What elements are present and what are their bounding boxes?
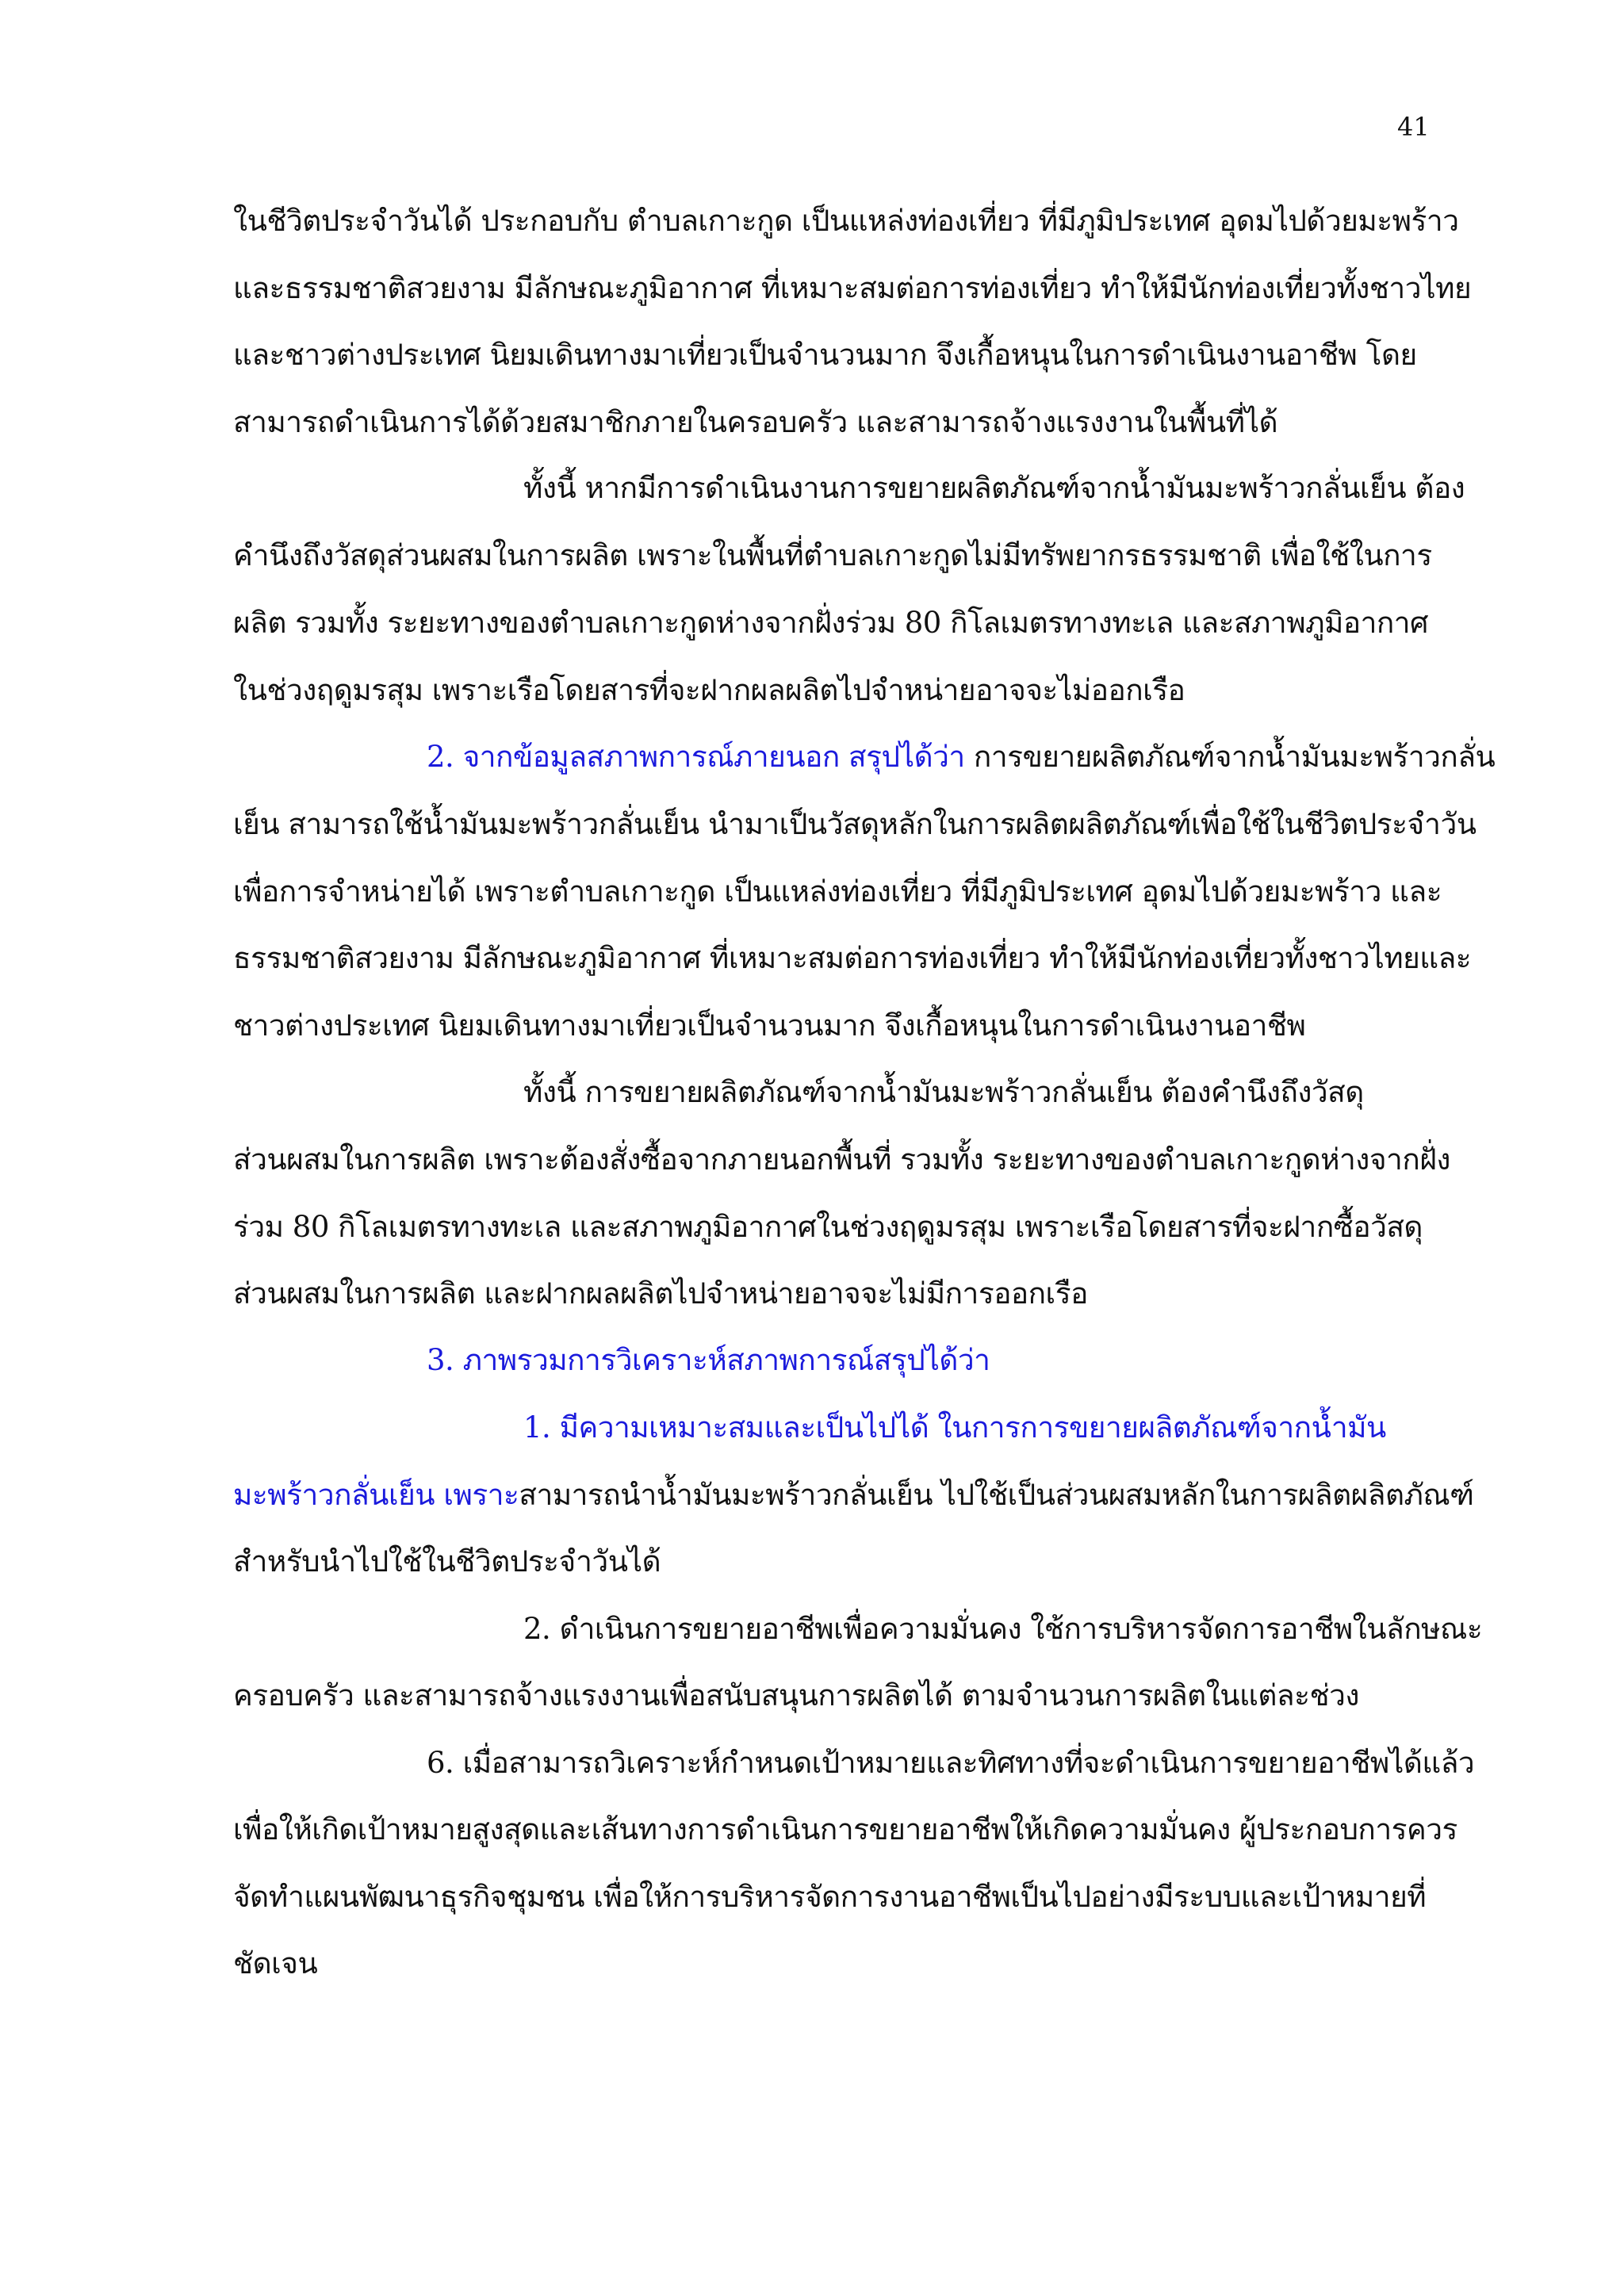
highlight-text: 3. ภาพรวมการวิเคราะห์สภาพการณ์สรุปได้ว่า [427,1343,990,1377]
text-line [233,1475,1473,1516]
line-text: ครอบครัว และสามารถจ้างแรงงานเพื่อสนับสนุนการผลิตได้ ตามจำนวนการผลิตในแต่ละช่วง [233,1678,1359,1712]
text-line [427,1743,1474,1784]
text-line [233,535,1432,576]
highlight-text: 2. จากข้อมูลสภาพการณ์ภายนอก สรุปได้ว่า [427,740,965,774]
line-text: และธรรมชาติสวยงาม มีลักษณะภูมิอากาศ ที่เหมาะสมต่อการท่องเที่ยว ทำให้มีนักท่องเที่ยวทั้งชาวไทย [233,271,1472,305]
text-line [233,402,1277,443]
text-line [233,1207,1423,1248]
text-line [233,1139,1450,1181]
line-text: ทั้งนี้ การขยายผลิตภัณฑ์จากน้ำมันมะพร้าวกลั่นเย็น ต้องคำนึงถึงวัสดุ [523,1075,1364,1109]
line-text: ธรรมชาติสวยงาม มีลักษณะภูมิอากาศ ที่เหมาะสมต่อการท่องเที่ยว ทำให้มีนักท่องเที่ยวทั้งชาวไทยและ [233,941,1472,975]
line-text: สำหรับนำไปใช้ในชีวิตประจำวันได้ [233,1544,661,1578]
line-text: เพื่อการจำหน่ายได้ เพราะตำบลเกาะกูด เป็นแหล่งท่องเที่ยว ที่มีภูมิประเทศ อุดมไปด้วยมะพร้าว และ [233,874,1442,909]
text-line [233,1675,1359,1716]
text-line [233,201,1459,242]
line-text: ชัดเจน [233,1946,318,1980]
line-text: สามารถดำเนินการได้ด้วยสมาชิกภายในครอบครัว และสามารถจ้างแรงงานในพื้นที่ได้ [233,405,1278,439]
line-text: ชาวต่างประเทศ นิยมเดินทางมาเที่ยวเป็นจำนวนมาก จึงเกื้อหนุนในการดำเนินงานอาชีพ [233,1008,1306,1043]
line-text: จัดทำแผนพัฒนาธุรกิจชุมชน เพื่อให้การบริหารจัดการงานอาชีพเป็นไปอย่างมีระบบและเป้าหมายที่ [233,1880,1427,1914]
line-text: ร่วม 80 กิโลเมตรทางทะเล และสภาพภูมิอากาศในช่วงฤดูมรสุม เพราะเรือโดยสารที่จะฝากซื้อวัสดุ [233,1210,1423,1244]
text-line [233,670,1185,711]
line-text: ผลิต รวมทั้ง ระยะทางของตำบลเกาะกูดห่างจากฝั่งร่วม 80 กิโลเมตรทางทะเล และสภาพภูมิอากาศ [233,606,1429,640]
text-line [233,938,1471,979]
line-text: ทั้งนี้ หากมีการดำเนินงานการขยายผลิตภัณฑ์จากน้ำมันมะพร้าวกลั่นเย็น ต้อง [523,471,1465,505]
line-text: สามารถนำน้ำมันมะพร้าวกลั่นเย็น ไปใช้เป็นส่วนผสมหลักในการผลิตผลิตภัณฑ์ [519,1478,1474,1512]
text-line [233,1541,661,1582]
text-line [523,1072,1364,1113]
highlight-text: มะพร้าวกลั่นเย็น เพราะ [233,1478,519,1512]
text-line [233,1877,1426,1918]
page-number: 41 [1397,112,1430,142]
line-text: ส่วนผสมในการผลิต เพราะต้องสั่งซื้อจากภายนอกพื้นที่ รวมทั้ง ระยะทางของตำบลเกาะกูดห่างจากฝั่ง [233,1142,1450,1177]
line-text: ส่วนผสมในการผลิต และฝากผลผลิตไปจำหน่ายอาจจะไม่มีการออกเรือ [233,1276,1088,1311]
text-line [233,268,1471,309]
text-line [233,1005,1305,1047]
line-text: ในชีวิตประจำวันได้ ประกอบกับ ตำบลเกาะกูด เป็นแหล่งท่องเที่ยว ที่มีภูมิประเทศ อุดมไปด้วยมะพร้าว [233,204,1459,238]
text-line [233,804,1477,845]
text-line [523,468,1465,509]
line-text: เพื่อให้เกิดเป้าหมายสูงสุดและเส้นทางการดำเนินการขยายอาชีพให้เกิดความมั่นคง ผู้ประกอบการควร [233,1812,1457,1846]
text-line [427,1340,990,1381]
line-text: ในช่วงฤดูมรสุม เพราะเรือโดยสารที่จะฝากผลผลิตไปจำหน่ายอาจจะไม่ออกเรือ [233,673,1185,707]
text-line [523,1407,1386,1448]
line-text: 6. เมื่อสามารถวิเคราะห์กำหนดเป้าหมายและทิศทางที่จะดำเนินการขยายอาชีพได้แล้ว [427,1746,1475,1780]
text-line [233,1943,317,1984]
line-text: และชาวต่างประเทศ นิยมเดินทางมาเที่ยวเป็นจำนวนมาก จึงเกื้อหนุนในการดำเนินงานอาชีพ โดย [233,338,1417,372]
text-line [233,1273,1088,1314]
text-line [233,335,1417,376]
line-text: เย็น สามารถใช้น้ำมันมะพร้าวกลั่นเย็น นำมาเป็นวัสดุหลักในการผลิตผลิตภัณฑ์เพื่อใช้ในชีวิตประจำวัน [233,807,1477,841]
text-line [233,871,1442,913]
text-line [427,737,1495,778]
highlight-text: 1. มีความเหมาะสมและเป็นไปได้ ในการการขยายผลิตภัณฑ์จากน้ำมัน [523,1410,1386,1445]
line-text: 2. ดำเนินการขยายอาชีพเพื่อความมั่นคง ใช้การบริหารจัดการอาชีพในลักษณะ [523,1612,1483,1646]
text-line [523,1609,1482,1650]
text-line [233,603,1428,644]
text-line [233,1809,1457,1850]
line-text: การขยายผลิตภัณฑ์จากน้ำมันมะพร้าวกลั่น [964,740,1496,774]
line-text: คำนึงถึงวัสดุส่วนผสมในการผลิต เพราะในพื้นที่ตำบลเกาะกูดไม่มีทรัพยากรธรรมชาติ เพื่อใช้ในการ [233,538,1432,572]
